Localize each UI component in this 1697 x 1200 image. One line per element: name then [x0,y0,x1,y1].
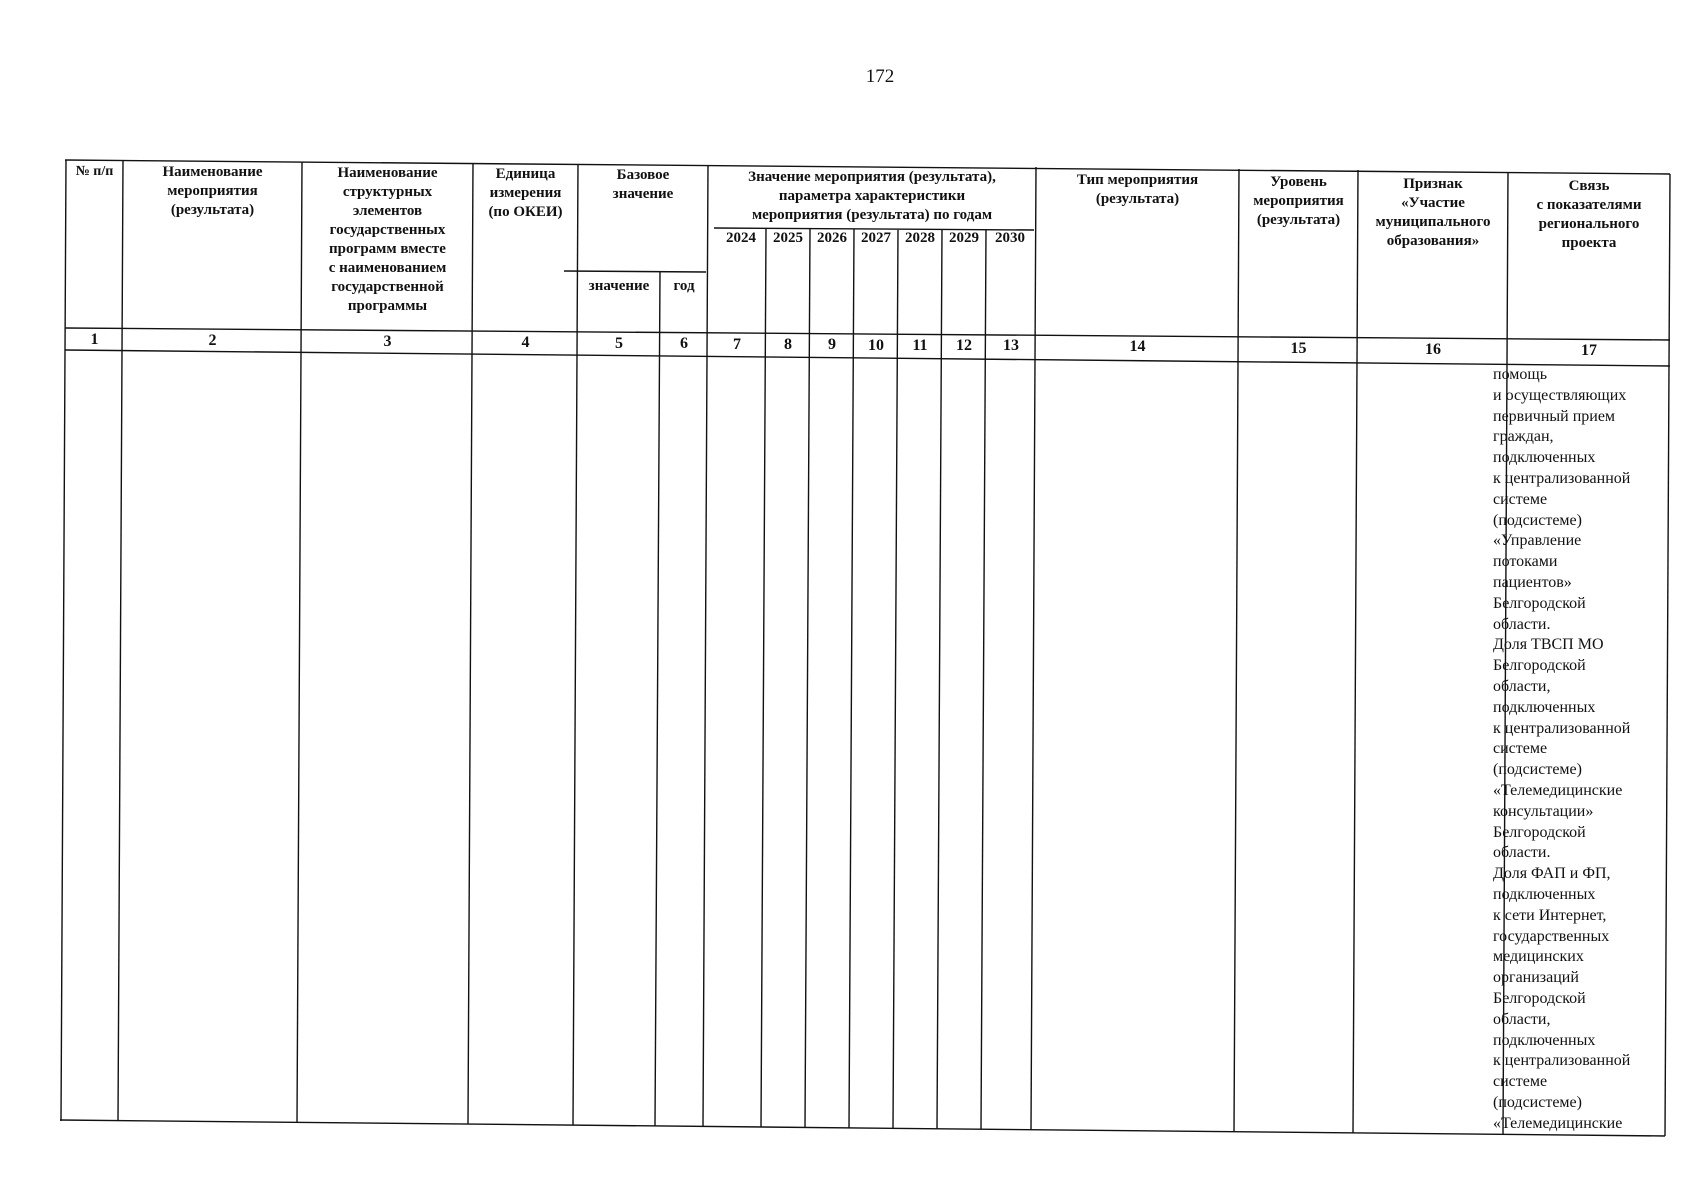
link-text-line: и осуществляющих [1493,386,1627,404]
link-text-line: первичный прием [1493,407,1616,425]
link-text-line: граждан, [1493,428,1554,446]
link-text-line: подключенных [1493,698,1596,716]
page-number: 172 [865,66,895,87]
header-municipal-line: образования» [1386,233,1480,249]
header-base-value [578,166,708,204]
header-regional-project-link [1508,177,1670,253]
header-type-line: (результата) [1095,191,1180,207]
header-level-line: мероприятия [1253,193,1344,209]
link-text-line: консультации» [1493,802,1594,820]
link-text-line: (подсистеме) [1493,761,1582,779]
link-text-line: Доля ТВСП МО [1493,636,1604,654]
link-text-line: области, [1493,1010,1551,1028]
header-structure-line: программы [347,298,428,314]
header-structure-name [302,164,473,316]
header-num: № п/п [75,164,114,179]
header-activity-level [1239,173,1358,230]
column-number: 11 [912,337,928,354]
year-2025: 2025 [773,230,803,246]
header-link-line: регионального [1538,216,1640,232]
header-unit [473,165,578,222]
header-link-line: Связь [1568,178,1610,194]
header-municipal-line: «Участие [1401,195,1465,211]
header-municipal-line: муниципального [1375,214,1491,230]
column-number: 8 [784,336,792,353]
column-number: 15 [1290,340,1307,357]
header-structure-line: государственных [329,222,446,238]
header-values-line: параметра характеристики [778,188,966,204]
header-activity-name-line: мероприятия [167,183,258,199]
link-text-line: Белгородской [1493,594,1586,612]
year-2024: 2024 [726,230,756,246]
link-text-line: Белгородской [1493,989,1586,1007]
link-text-line: области. [1493,844,1551,862]
link-text-line: пациентов» [1493,573,1572,591]
link-text-line: «Управление [1493,532,1582,550]
header-structure-line: элементов [352,203,423,219]
link-text-line: (подсистеме) [1493,1093,1582,1111]
link-text-line: системе [1493,490,1548,508]
link-text-line: Доля ФАП и ФП, [1493,865,1611,883]
link-text-line: к сети Интернет, [1493,906,1607,924]
regional-project-link-text [1493,365,1661,1134]
column-number: 17 [1581,342,1597,359]
header-structure-line: государственной [331,279,444,295]
year-2029: 2029 [949,230,979,246]
header-type-line: Тип мероприятия [1076,172,1199,188]
header-values-by-year [708,168,1036,225]
column-number: 13 [1003,337,1019,354]
link-text-line: (подсистеме) [1493,511,1582,529]
year-2030: 2030 [995,230,1025,246]
column-number: 12 [956,337,972,354]
header-unit-line: Единица [495,166,556,182]
link-text-line: системе [1493,1073,1548,1091]
link-text-line: к централизованной [1493,469,1631,487]
column-number: 1 [90,331,99,348]
link-text-line: к централизованной [1493,719,1631,737]
column-number: 5 [615,335,623,352]
header-base-line: значение [612,186,674,202]
link-text-line: «Телемедицинские [1493,1114,1623,1132]
header-structure-line: программ вместе [329,241,446,257]
header-base-value-value: значение [588,278,650,294]
link-text-line: Белгородской [1493,657,1586,675]
header-values-line: Значение мероприятия (результата), [748,169,996,185]
link-text-line: потоками [1493,553,1558,571]
header-structure-line: с наименованием [328,260,447,276]
header-level-line: (результата) [1256,212,1341,228]
column-number: 4 [521,334,530,351]
header-unit-line: (по ОКЕИ) [488,204,563,220]
year-2028: 2028 [905,230,935,246]
header-base-value-year: год [673,278,695,294]
header-activity-name-line: Наименование [162,164,263,180]
link-text-line: подключенных [1493,1031,1596,1049]
link-text-line: системе [1493,740,1548,758]
column-number: 16 [1425,341,1441,358]
link-text-line: государственных [1493,927,1610,945]
header-base-line: Базовое [616,167,670,183]
link-text-line: Белгородской [1493,823,1586,841]
header-values-line: мероприятия (результата) по годам [751,207,993,223]
header-structure-line: Наименование [337,165,438,181]
link-text-line: помощь [1493,366,1547,383]
column-number: 2 [208,332,217,349]
header-level-line: Уровень [1270,174,1327,190]
link-text-line: к централизованной [1493,1052,1631,1070]
column-number: 7 [733,336,741,353]
link-text-line: подключенных [1493,885,1596,903]
header-activity-type [1036,171,1239,209]
link-text-line: организаций [1493,969,1579,987]
header-link-line: с показателями [1536,197,1642,213]
year-2027: 2027 [861,230,891,246]
column-number: 14 [1129,338,1146,355]
header-activity-name-line: (результата) [170,202,255,218]
header-link-line: проекта [1561,235,1617,251]
header-municipal-participation [1358,175,1508,251]
header-municipal-line: Признак [1403,176,1463,192]
header-structure-line: структурных [342,184,433,200]
header-activity-name [123,163,302,220]
link-text-line: области, [1493,677,1551,695]
header-unit-line: измерения [489,185,562,201]
year-2026: 2026 [817,230,847,246]
link-text-line: подключенных [1493,449,1596,467]
column-number: 10 [868,337,884,354]
column-number: 9 [828,336,836,353]
link-text-line: «Телемедицинские [1493,781,1623,799]
link-text-line: области. [1493,615,1551,633]
column-number: 3 [383,333,392,350]
link-text-line: медицинских [1493,948,1584,966]
column-number: 6 [680,335,688,352]
